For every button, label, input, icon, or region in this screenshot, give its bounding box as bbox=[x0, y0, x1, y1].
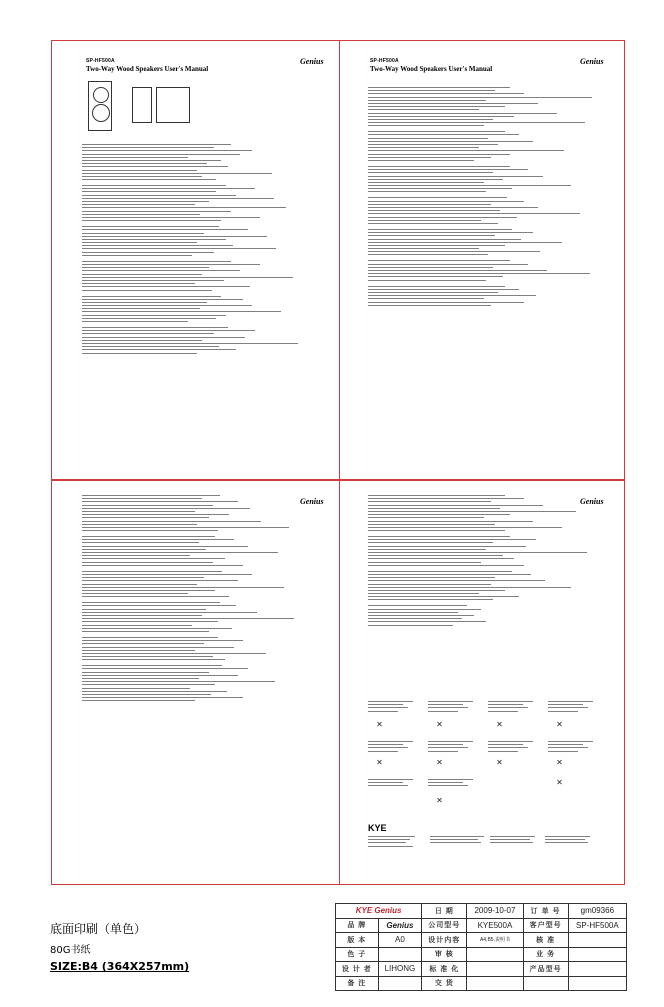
genius-logo: Genius bbox=[300, 57, 324, 66]
crossed-bin-icon: ✕ bbox=[556, 778, 563, 787]
page-right bbox=[340, 481, 626, 884]
date-value: 2009-10-07 bbox=[467, 904, 523, 919]
crossed-bin-icon: ✕ bbox=[556, 758, 563, 767]
designer-value: LIHONG bbox=[378, 962, 422, 977]
order-no-value: gm09366 bbox=[568, 904, 626, 919]
text-block bbox=[368, 495, 604, 628]
kye-footer-logo: KYE bbox=[368, 823, 387, 833]
crossed-bin-icon: ✕ bbox=[436, 720, 443, 729]
model-label: SP-HF500A bbox=[86, 58, 115, 64]
page-right bbox=[340, 41, 626, 479]
sheet-bottom bbox=[51, 480, 625, 885]
genius-logo: Genius bbox=[580, 57, 604, 66]
design-content-value: A4,B5,说明书 bbox=[467, 933, 523, 948]
speaker-front-illustration bbox=[88, 81, 112, 131]
version-value: A0 bbox=[378, 933, 422, 948]
speaker-rear-illustration bbox=[132, 87, 152, 123]
speaker-side-illustration bbox=[156, 87, 190, 123]
brand-cell: KYE Genius bbox=[336, 904, 422, 919]
print-spec-line2: 80G书纸 bbox=[50, 945, 91, 956]
genius-logo: Genius bbox=[580, 497, 604, 506]
page-left bbox=[52, 481, 339, 884]
model-label: SP-HF500A bbox=[370, 58, 399, 64]
text-block bbox=[82, 144, 322, 356]
genius-logo: Genius bbox=[300, 497, 324, 506]
crossed-bin-icon: ✕ bbox=[376, 720, 383, 729]
title-block-table: KYE Genius 日 期 2009-10-07 订 单 号 gm09366 品 牌 Genius 公司型号 KYE500A 客户型号 SP-HF500A 版 本 A0 设计内容 A4,B5,说明书 核 准 色 子 审 核 业 务 设 计 者 LIHONG 标 准 化 产品型号 备 注 交 货 bbox=[335, 903, 627, 991]
crossed-bin-icon: ✕ bbox=[436, 796, 443, 805]
crossed-bin-icon: ✕ bbox=[496, 758, 503, 767]
text-block bbox=[368, 87, 604, 308]
sheet-top bbox=[51, 40, 625, 480]
customer-model-value: SP-HF500A bbox=[568, 918, 626, 933]
print-spec-line1: 底面印刷（单色） bbox=[50, 922, 147, 936]
crossed-bin-icon: ✕ bbox=[376, 758, 383, 767]
manual-title: Two-Way Wood Speakers User's Manual bbox=[86, 65, 209, 73]
text-block bbox=[82, 495, 312, 704]
crossed-bin-icon: ✕ bbox=[496, 720, 503, 729]
product-value: Genius bbox=[378, 918, 422, 933]
company-model-value: KYE500A bbox=[467, 918, 523, 933]
print-spec-size: SIZE:B4 (364X257mm) bbox=[50, 960, 190, 973]
manual-title: Two-Way Wood Speakers User's Manual bbox=[370, 65, 493, 73]
weee-symbols-grid bbox=[368, 701, 604, 821]
crossed-bin-icon: ✕ bbox=[556, 720, 563, 729]
page-left bbox=[52, 41, 339, 479]
crossed-bin-icon: ✕ bbox=[436, 758, 443, 767]
print-spec bbox=[50, 920, 189, 973]
